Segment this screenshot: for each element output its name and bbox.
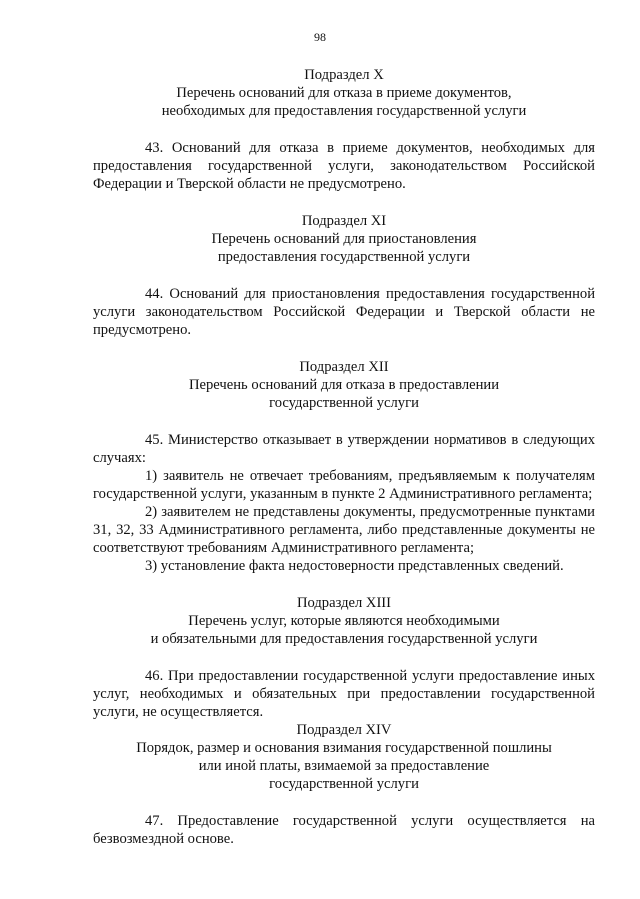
- heading-line: государственной услуги: [269, 395, 419, 411]
- heading-line: Подраздел XIII: [296, 595, 392, 611]
- heading-line: Подраздел XII: [299, 359, 389, 375]
- heading-line: Перечень услуг, которые являются необходимыми: [188, 613, 500, 629]
- heading-line: Порядок, размер и основания взимания государственной пошлины: [136, 740, 552, 756]
- paragraph-45-item-2: 2) заявителем не представлены документы, предусмотренные пунктами 31, 32, 33 Административного регламента, либо представленные документы не соответствуют требованиям Административного регламента;: [93, 504, 595, 556]
- section-heading-xi: [93, 212, 595, 266]
- paragraph-43: 43. Оснований для отказа в приеме документов, необходимых для предоставления государственной услуги, законодательством Российской Федерации и Тверской области не предусмотрено.: [93, 140, 595, 192]
- paragraph-45-item-1: 1) заявитель не отвечает требованиям, предъявляемым к получателям государственной услуги, указанным в пункте 2 Административного регламента;: [93, 468, 595, 502]
- section-heading-xii: [93, 358, 595, 412]
- paragraph-44: 44. Оснований для приостановления предоставления государственной услуги законодательством Российской Федерации и Тверской области не предусмотрено.: [93, 286, 595, 338]
- heading-line: Перечень оснований для приостановления: [211, 231, 477, 247]
- heading-line: предоставления государственной услуги: [217, 249, 471, 265]
- heading-line: Перечень оснований для отказа в приеме документов,: [176, 85, 512, 101]
- paragraph-47: 47. Предоставление государственной услуги осуществляется на безвозмездной основе.: [93, 813, 595, 847]
- section-heading-xiii: [93, 594, 595, 648]
- paragraph-46: 46. При предоставлении государственной услуги предоставление иных услуг, необходимых и обязательных при предоставлении государственной услуги, не осуществляется.: [93, 668, 595, 720]
- paragraph-45: 45. Министерство отказывает в утверждении нормативов в следующих случаях:: [93, 432, 595, 466]
- heading-line: Перечень оснований для отказа в предоставлении: [188, 377, 500, 393]
- heading-line: и обязательными для предоставления государственной услуги: [150, 631, 538, 647]
- heading-line: государственной услуги: [269, 776, 419, 792]
- heading-line: Подраздел X: [304, 67, 384, 83]
- heading-line: Подраздел XI: [301, 213, 387, 229]
- heading-line: необходимых для предоставления государственной услуги: [161, 103, 527, 119]
- heading-line: или иной платы, взимаемой за предоставление: [198, 758, 490, 774]
- section-heading-xiv: [93, 721, 595, 793]
- paragraph-45-item-3: 3) установление факта недостоверности представленных сведений.: [145, 558, 564, 574]
- section-heading-x: [93, 66, 595, 120]
- heading-line: Подраздел XIV: [296, 722, 392, 738]
- page-number: 98: [314, 30, 326, 44]
- document-body: [93, 66, 595, 848]
